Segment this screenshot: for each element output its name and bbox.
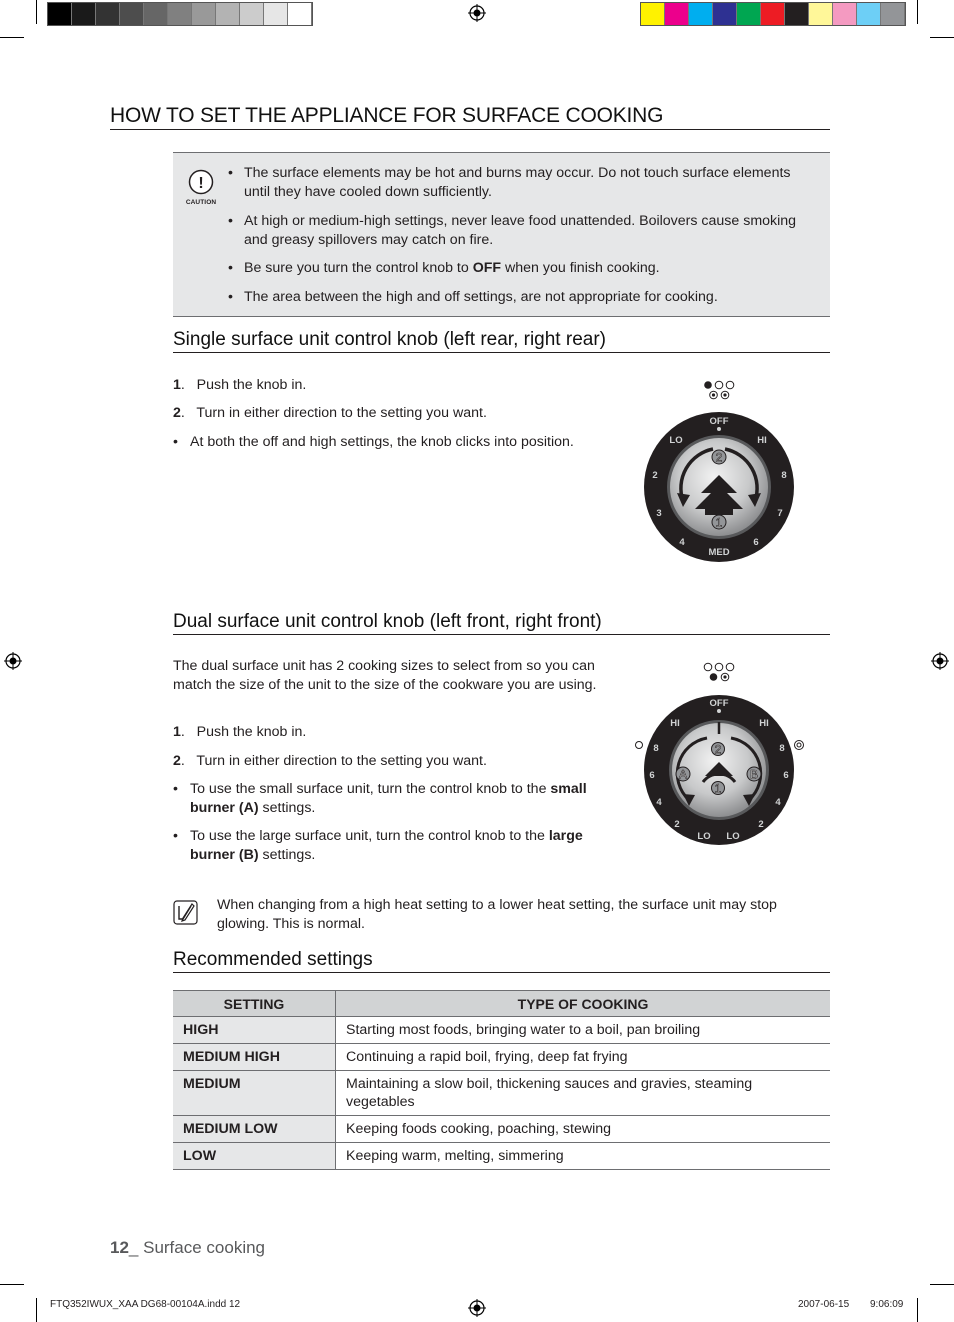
color-swatch — [665, 3, 689, 25]
med-label: MED — [708, 547, 730, 558]
off-label: OFF — [709, 698, 729, 709]
burner-position-indicator-icon — [700, 379, 740, 403]
exclamation-circle-icon — [188, 169, 214, 195]
registration-mark-icon — [468, 4, 486, 22]
table-row: MEDIUM Maintaining a slow boil, thickening sauces and gravies, steaming vegetables — [173, 1071, 830, 1116]
color-swatch — [216, 3, 240, 25]
column-header-type-of-cooking: TYPE OF COOKING — [336, 991, 831, 1017]
svg-text:4: 4 — [656, 797, 662, 808]
dual-step-2: 2. Turn in either direction to the setting you want. — [173, 753, 487, 769]
caution-item: • At high or medium-high settings, never leave food unattended. Boilovers cause smoking and greasy spillovers may catch on fire. — [228, 212, 818, 250]
crop-mark — [930, 37, 954, 38]
table-row: MEDIUM HIGH Continuing a rapid boil, frying, deep fat frying — [173, 1044, 830, 1071]
color-swatch — [120, 3, 144, 25]
table-row: MEDIUM LOW Keeping foods cooking, poaching, stewing — [173, 1116, 830, 1143]
crop-mark — [36, 1298, 37, 1322]
color-swatch — [689, 3, 713, 25]
dual-intro: The dual surface unit has 2 cooking sizes to select from so you can match the size of the unit to the size of the cookware you are using. — [173, 658, 597, 693]
svg-text:7: 7 — [777, 508, 783, 519]
grayscale-color-bar — [47, 2, 313, 26]
color-swatch — [96, 3, 120, 25]
caution-item: • The surface elements may be hot and burns may occur. Do not touch surface elements until they have cooled down sufficiently. — [228, 164, 818, 202]
svg-text:2: 2 — [758, 819, 764, 830]
note-text: When changing from a high heat setting to a lower heat setting, the surface unit may stop glowing. This is normal. — [217, 897, 777, 932]
color-swatch — [881, 3, 905, 25]
single-step-2: 2. Turn in either direction to the setting you want. — [173, 405, 487, 421]
dual-bullets — [173, 780, 593, 865]
color-swatch — [240, 3, 264, 25]
dual-bullet-small: • To use the small surface unit, turn the control knob to the small burner (A) settings. — [173, 780, 593, 818]
single-knob-heading: Single surface unit control knob (left rear, right rear) — [173, 329, 830, 353]
svg-text:4: 4 — [775, 797, 781, 808]
svg-text:!: ! — [198, 175, 204, 192]
svg-text:2: 2 — [715, 450, 723, 465]
crop-mark — [917, 1298, 918, 1322]
caution-item: • The area between the high and off settings, are not appropriate for cooking. — [228, 288, 818, 307]
table-header-row — [173, 991, 830, 1017]
crop-mark — [0, 1284, 24, 1285]
caution-box — [173, 152, 830, 317]
single-control-knob-diagram — [643, 411, 795, 563]
large-burner-b-label: B — [749, 767, 759, 782]
slug-time: 9:06:09 — [870, 1299, 904, 1310]
burner-position-indicator-icon — [700, 661, 740, 685]
single-step-1: 1. Push the knob in. — [173, 377, 307, 393]
dual-step-1: 1. Push the knob in. — [173, 724, 307, 740]
color-swatch — [737, 3, 761, 25]
svg-text:6: 6 — [649, 770, 655, 781]
lo-label: LO — [669, 435, 683, 446]
color-swatch — [264, 3, 288, 25]
registration-mark-icon — [468, 1299, 486, 1317]
crop-mark — [0, 37, 24, 38]
svg-text:6: 6 — [783, 770, 789, 781]
crop-mark — [36, 0, 37, 24]
dual-control-knob-diagram — [643, 694, 795, 846]
svg-text:2: 2 — [714, 742, 722, 757]
registration-mark-icon — [4, 652, 22, 670]
file-slug: FTQ352IWUX_XAA DG68-00104A.indd 12 — [50, 1299, 241, 1310]
caution-list — [228, 164, 818, 316]
process-color-bar — [640, 2, 906, 26]
color-swatch — [288, 3, 312, 25]
color-swatch — [192, 3, 216, 25]
dual-bullet-large: • To use the large surface unit, turn the control knob to the large burner (B) settings. — [173, 827, 593, 865]
color-swatch — [641, 3, 665, 25]
color-swatch — [857, 3, 881, 25]
svg-text:3: 3 — [656, 508, 662, 519]
single-bullets — [173, 433, 623, 452]
svg-text:LO: LO — [697, 831, 711, 842]
hi-label: HI — [757, 435, 767, 446]
color-swatch — [713, 3, 737, 25]
single-bullet: • At both the off and high settings, the knob clicks into position. — [173, 433, 623, 452]
svg-text:4: 4 — [679, 537, 685, 548]
svg-text:8: 8 — [781, 470, 787, 481]
svg-text:6: 6 — [753, 537, 759, 548]
svg-text:HI: HI — [759, 718, 769, 729]
recommended-heading: Recommended settings — [173, 949, 830, 973]
svg-text:1: 1 — [715, 515, 723, 530]
page-number: 12 — [110, 1238, 129, 1257]
color-swatch — [761, 3, 785, 25]
page-title: HOW TO SET THE APPLIANCE FOR SURFACE COOKING — [110, 104, 830, 130]
color-swatch — [809, 3, 833, 25]
small-burner-a-label: A — [678, 767, 688, 782]
color-swatch — [48, 3, 72, 25]
color-swatch — [144, 3, 168, 25]
recommended-settings-table — [173, 990, 830, 1170]
column-header-setting: SETTING — [173, 991, 336, 1017]
dual-knob-heading: Dual surface unit control knob (left front, right front) — [173, 611, 830, 635]
caution-item: • Be sure you turn the control knob to OFF when you finish cooking. — [228, 259, 818, 278]
table-row: HIGH Starting most foods, bringing water to a boil, pan broiling — [173, 1017, 830, 1044]
color-swatch — [72, 3, 96, 25]
svg-text:1: 1 — [714, 781, 722, 796]
svg-text:LO: LO — [726, 831, 740, 842]
slug-date: 2007-06-15 — [798, 1299, 850, 1310]
svg-text:HI: HI — [670, 718, 680, 729]
table-row: LOW Keeping warm, melting, simmering — [173, 1143, 830, 1170]
svg-text:8: 8 — [653, 743, 659, 754]
section-name: _ Surface cooking — [128, 1238, 266, 1257]
page-footer — [110, 1238, 265, 1258]
svg-text:2: 2 — [652, 470, 658, 481]
registration-mark-icon — [931, 652, 949, 670]
color-swatch — [785, 3, 809, 25]
svg-text:2: 2 — [674, 819, 680, 830]
off-label: OFF — [709, 416, 729, 427]
svg-text:8: 8 — [779, 743, 785, 754]
crop-mark — [930, 1284, 954, 1285]
caution-label: CAUTION — [185, 199, 217, 206]
note-pencil-icon — [173, 900, 198, 925]
color-swatch — [168, 3, 192, 25]
color-swatch — [833, 3, 857, 25]
crop-mark — [917, 0, 918, 24]
caution-icon — [181, 169, 221, 206]
